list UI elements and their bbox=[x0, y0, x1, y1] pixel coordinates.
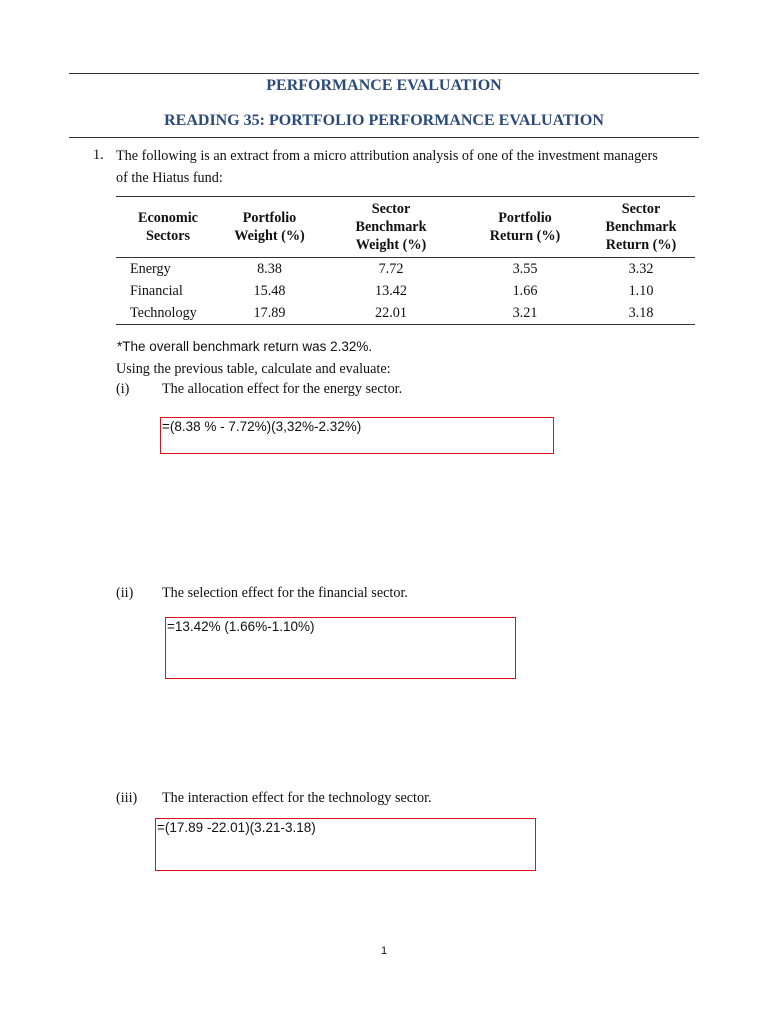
section-title: PERFORMANCE EVALUATION bbox=[266, 77, 502, 94]
header-line: Portfolio bbox=[498, 210, 552, 226]
header-line: Return (%) bbox=[489, 228, 561, 244]
table-cell: 1.10 bbox=[628, 282, 654, 299]
table-cell: 8.38 bbox=[257, 260, 282, 277]
header-line: Portfolio bbox=[242, 210, 297, 226]
page-number: 1 bbox=[380, 945, 388, 957]
col-header-portfolio-return bbox=[463, 197, 587, 258]
table-cell: 3.32 bbox=[628, 260, 654, 277]
col-header-benchmark-weight bbox=[319, 197, 463, 258]
part-text-iii: The interaction effect for the technology sector. bbox=[162, 790, 432, 806]
table-cell: 3.55 bbox=[512, 260, 538, 277]
instruction-text: Using the previous table, calculate and evaluate: bbox=[116, 361, 391, 377]
col-header-benchmark-return bbox=[587, 197, 695, 258]
col-header-sectors bbox=[116, 197, 220, 258]
part-label-ii: (ii) bbox=[116, 585, 134, 601]
header-line: Benchmark bbox=[355, 219, 427, 235]
part-text-i: The allocation effect for the energy sector. bbox=[162, 381, 403, 397]
header-line: Weight (%) bbox=[234, 228, 305, 244]
attribution-table bbox=[116, 196, 695, 325]
answer-box-iii[interactable]: =(17.89 -22.01)(3.21-3.18) bbox=[155, 818, 536, 871]
table-cell: 3.18 bbox=[628, 304, 654, 321]
table-row bbox=[116, 258, 695, 281]
table-cell: 1.66 bbox=[512, 282, 538, 299]
table-cell: 17.89 bbox=[253, 304, 286, 321]
reading-title: READING 35: PORTFOLIO PERFORMANCE EVALUATION bbox=[164, 112, 604, 129]
part-text-ii: The selection effect for the financial sector. bbox=[162, 585, 408, 601]
header-line: Sector bbox=[621, 201, 661, 217]
question-number: 1. bbox=[93, 147, 104, 163]
part-label-iii: (iii) bbox=[116, 790, 138, 806]
table-row bbox=[116, 302, 695, 325]
header-line: Weight (%) bbox=[355, 237, 427, 253]
header-line: Economic bbox=[138, 210, 198, 226]
table-cell: 13.42 bbox=[375, 282, 407, 299]
table-row bbox=[116, 280, 695, 302]
answer-box-ii[interactable]: =13.42% (1.66%-1.10%) bbox=[165, 617, 516, 679]
question-text-line1: The following is an extract from a micro attribution analysis of one of the investment managers bbox=[116, 148, 658, 164]
table-cell: Energy bbox=[130, 260, 171, 277]
header-line: Benchmark bbox=[605, 219, 677, 235]
header-line: Sectors bbox=[145, 228, 191, 244]
part-label-i: (i) bbox=[116, 381, 130, 397]
table-cell: 7.72 bbox=[378, 260, 404, 277]
table-cell: Technology bbox=[130, 304, 197, 321]
table-cell: 3.21 bbox=[512, 304, 538, 321]
benchmark-note: *The overall benchmark return was 2.32%. bbox=[117, 339, 373, 354]
table-cell: Financial bbox=[130, 282, 183, 299]
answer-box-i[interactable]: =(8.38 % - 7.72%)(3,32%-2.32%) bbox=[160, 417, 554, 454]
table-cell: 15.48 bbox=[253, 282, 286, 299]
header-line: Sector bbox=[371, 201, 411, 217]
table-cell: 22.01 bbox=[375, 304, 407, 321]
question-text-line2: of the Hiatus fund: bbox=[116, 170, 223, 186]
table-header-row bbox=[116, 197, 695, 258]
top-rule bbox=[69, 73, 699, 74]
header-line: Return (%) bbox=[605, 237, 677, 253]
heading-rule bbox=[69, 137, 699, 138]
col-header-portfolio-weight bbox=[220, 197, 319, 258]
